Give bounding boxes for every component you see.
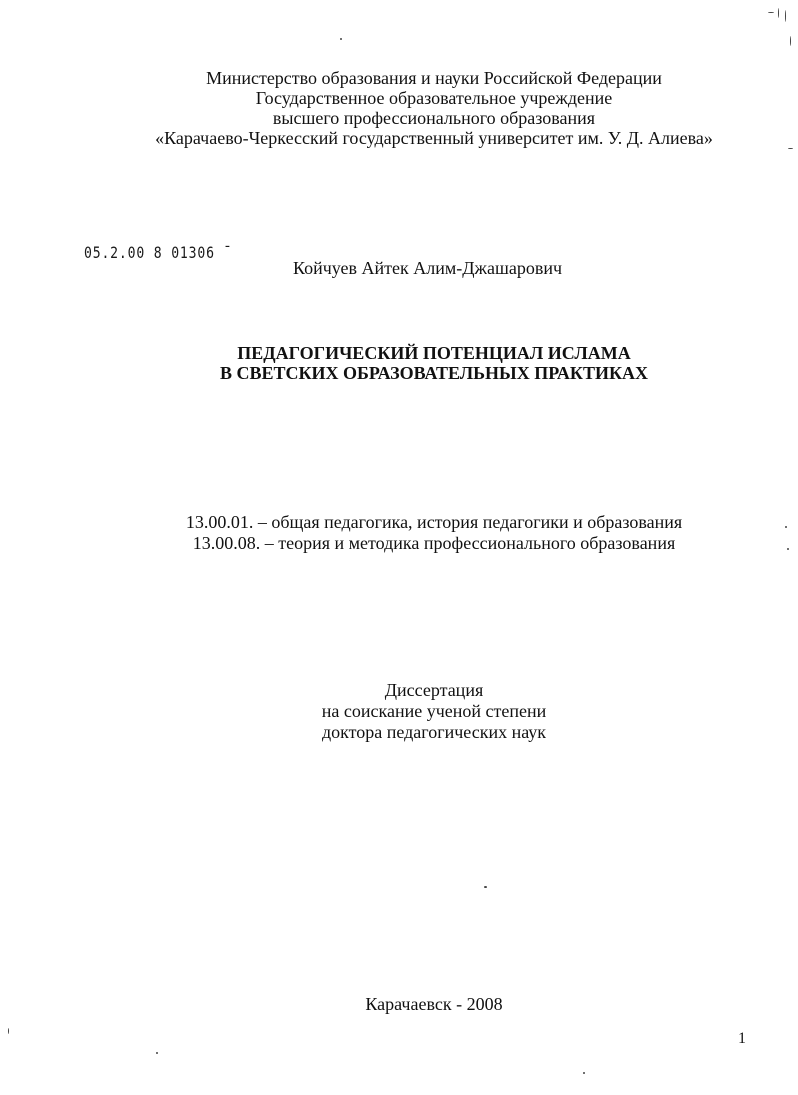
institution-header: [0, 68, 798, 148]
scan-speck: [790, 36, 791, 46]
scan-speck: [788, 148, 793, 149]
scan-speck: [340, 38, 342, 40]
page-number: 1: [738, 1030, 746, 1047]
scan-speck: [156, 1052, 158, 1054]
header-line-ministry: Министерство образования и науки Российской Федерации: [206, 68, 662, 88]
degree-line-type: Диссертация: [384, 680, 484, 700]
scan-speck: [583, 1072, 585, 1074]
specialty-item: 13.00.01. – общая педагогика, история педагогики и образования: [185, 512, 683, 532]
specialties-list: [0, 512, 798, 554]
place-and-year: Карачаевск - 2008: [365, 994, 503, 1014]
degree-line-purpose: на соискание ученой степени: [321, 701, 547, 721]
catalog-code-stamp: 05.2.00 8 01306 ˉ: [84, 243, 233, 262]
scan-speck: [785, 10, 786, 22]
scan-speck: [8, 1028, 9, 1034]
title-line-1: ПЕДАГОГИЧЕСКИЙ ПОТЕНЦИАЛ ИСЛАМА: [237, 343, 631, 363]
title-line-2: В СВЕТСКИХ ОБРАЗОВАТЕЛЬНЫХ ПРАКТИКАХ: [219, 363, 649, 383]
degree-statement: [0, 680, 798, 743]
author-name: Койчуев Айтек Алим-Джашарович: [293, 258, 563, 278]
header-line-education-level: высшего профессионального образования: [272, 108, 596, 128]
specialty-item: 13.00.08. – теория и методика профессионального образования: [192, 533, 676, 553]
scan-speck: [785, 526, 787, 528]
scan-speck: [778, 8, 779, 18]
degree-line-field: доктора педагогических наук: [321, 722, 547, 742]
dissertation-title: [0, 343, 798, 383]
scan-speck: [484, 886, 487, 888]
header-line-university: «Карачаево-Черкесский государственный университет им. У. Д. Алиева»: [155, 128, 713, 148]
scan-speck: [768, 12, 774, 13]
scan-speck: [787, 548, 789, 550]
header-line-institution-type: Государственное образовательное учреждение: [255, 88, 613, 108]
